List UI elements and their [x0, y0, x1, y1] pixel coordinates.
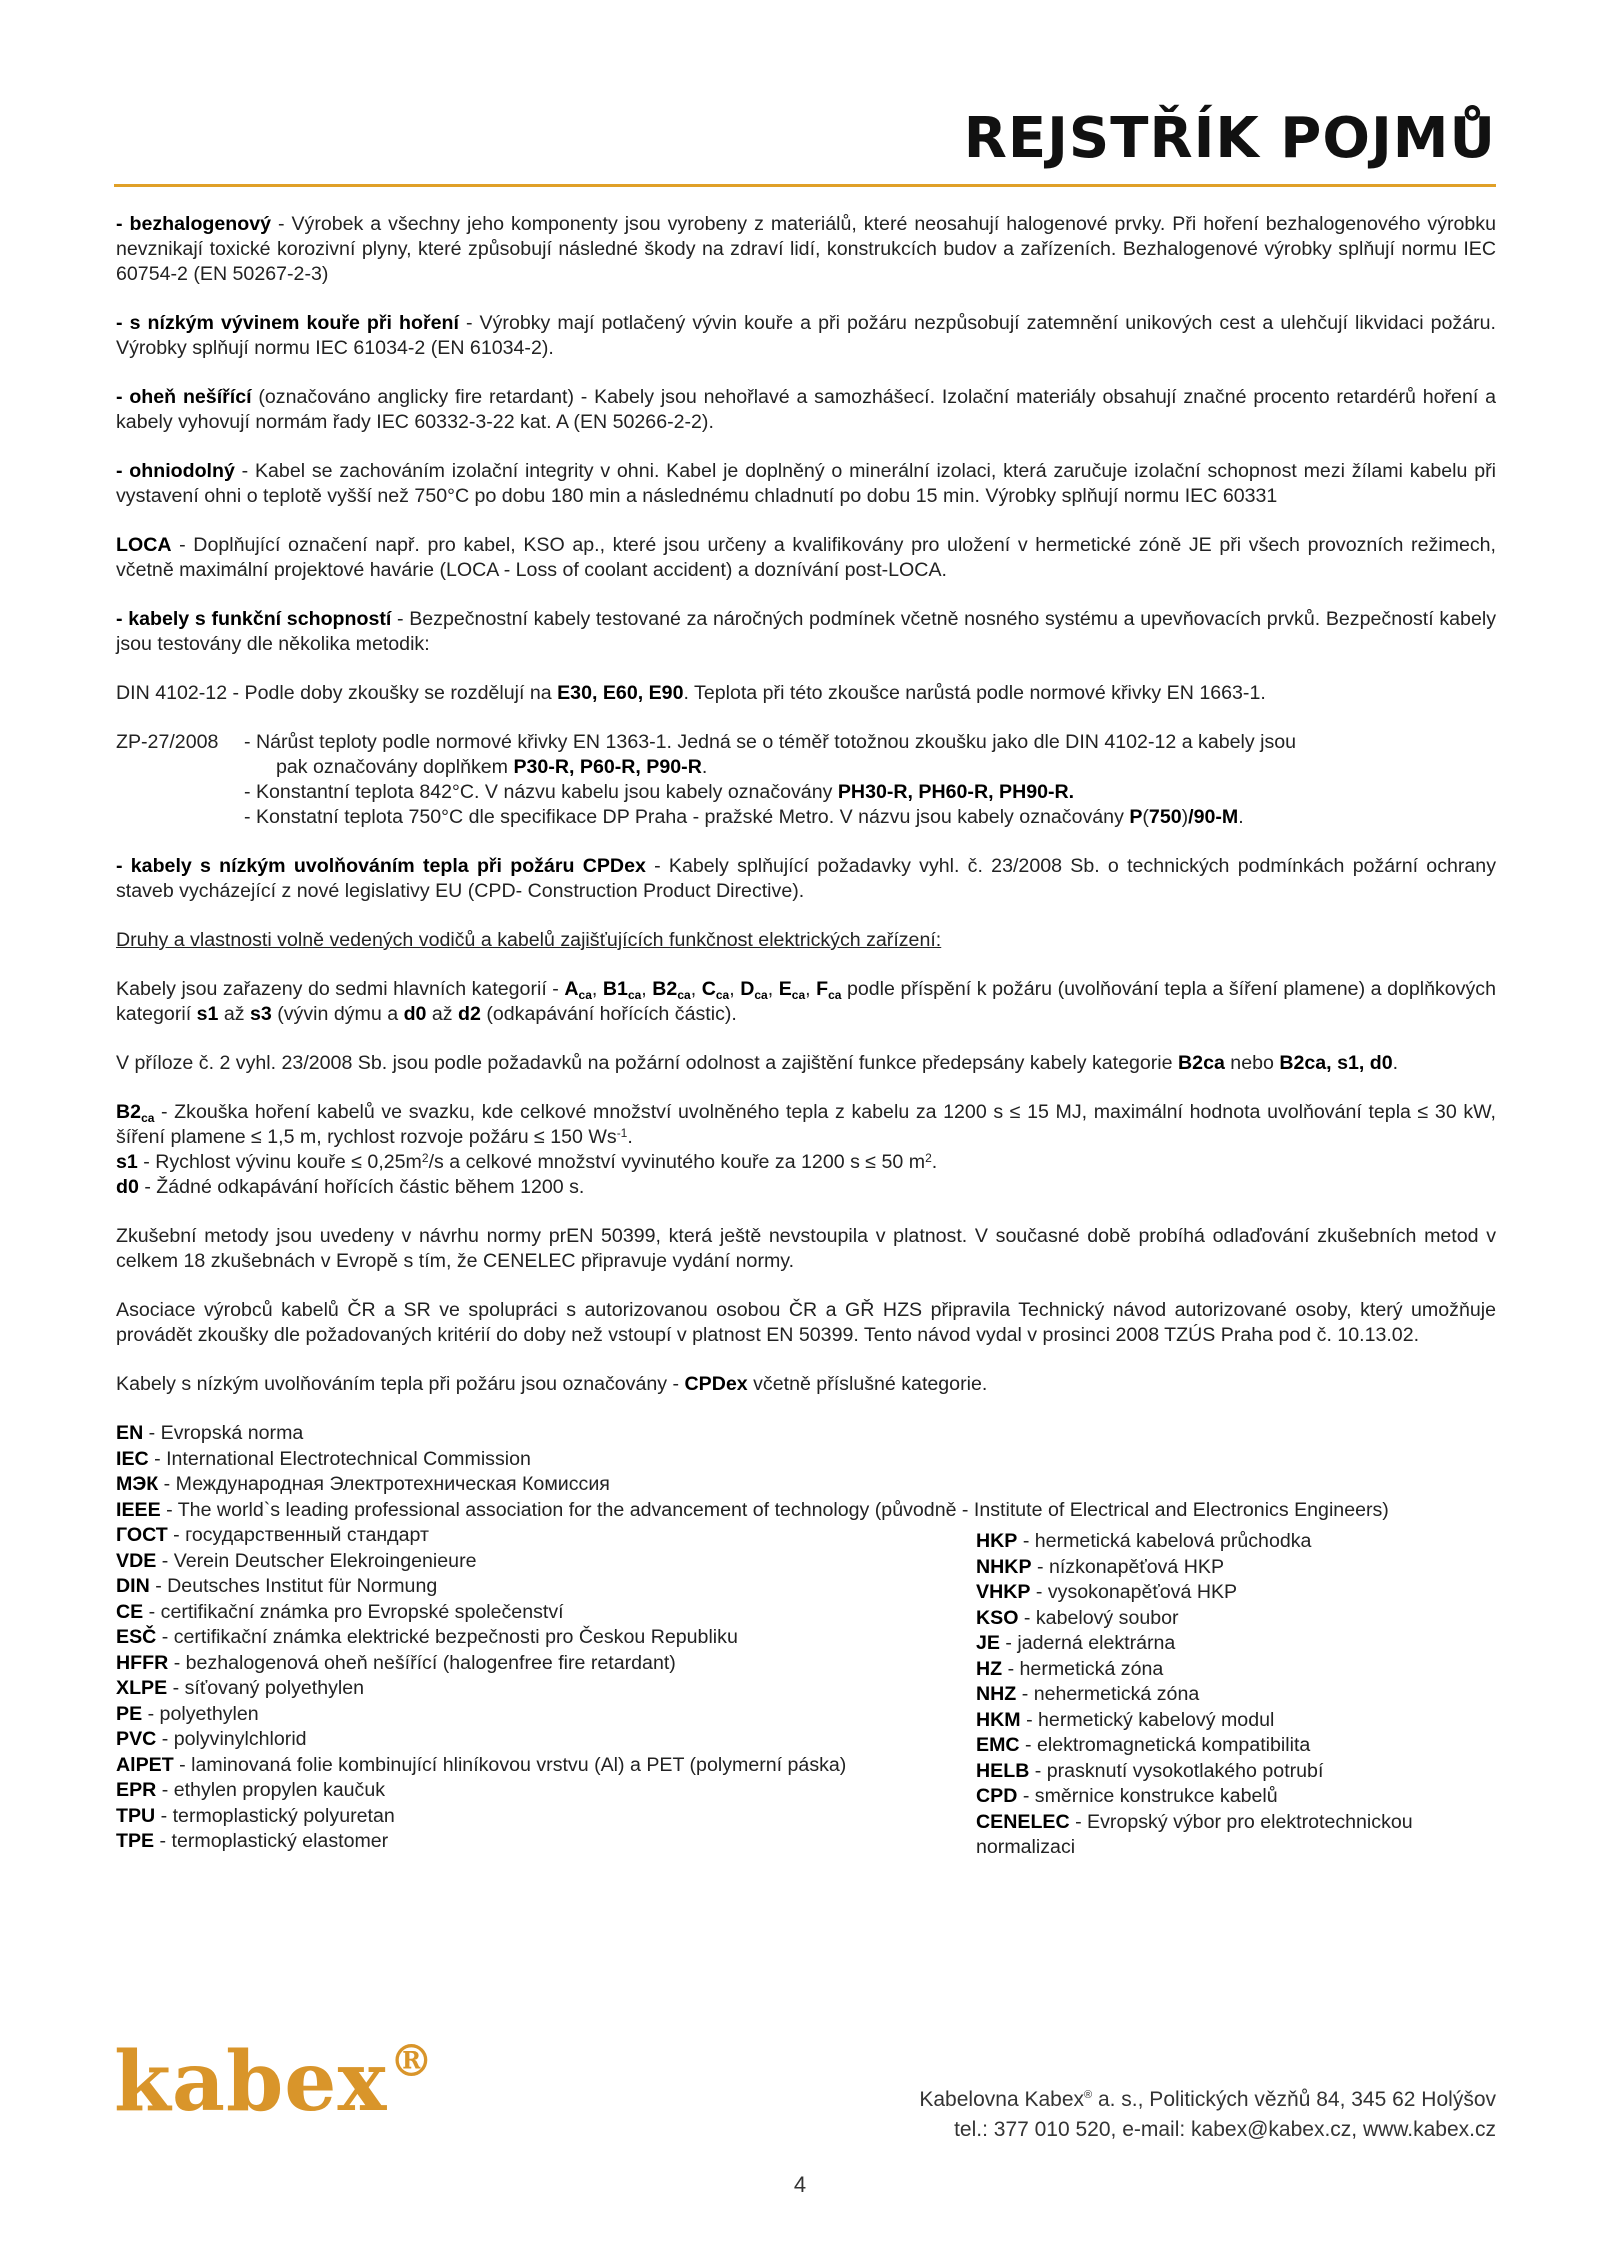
- definition-funkcni-schopnost: [116, 607, 1496, 657]
- glossary-item: CE - certifikační známka pro Evropské společenství: [116, 1600, 564, 1623]
- category-f: $F_{ca}$: [816, 978, 842, 1002]
- zkusebni-paragraph: Zkušební metody jsou uvedeny v návrhu normy prEN 50399, která ještě nevstoupila v platnost. V současné době probíhá odlaďování zkušebních metod v celkem 18 zkušebnách v Evropě s tím, že CENELEC připravuje vydání normy.: [116, 1225, 1496, 1272]
- glossary-right-column: [976, 1529, 1496, 1861]
- glossary-item: EPR - ethylen propylen kaučuk: [116, 1779, 386, 1801]
- glossary-item: AlPET - laminovaná folie kombinující hliníkovou vrstvu (Al) a PET (polymerní páska): [116, 1753, 847, 1776]
- zp-item-3: - Konstatní teplota 750°C dle specifikace DP Praha - pražské Metro. V názvu jsou kabely označovány P(750)/90-M.: [244, 806, 1244, 828]
- term: LOCA: [116, 534, 172, 556]
- glossary-item: KSO - kabelový soubor: [976, 1606, 1179, 1629]
- glossary-item: VHKP - vysokonapěťová HKP: [976, 1581, 1238, 1603]
- definition-bezhalogenovy: [116, 212, 1496, 287]
- glossary-item: ESČ - certifikační známka elektrické bezpečnosti pro Českou Republiku: [116, 1626, 738, 1648]
- definition-text: - Doplňující označení např. pro kabel, KSO ap., které jsou určeny a kvalifikovány pro uložení v hermetické zóně JE při všech provozních režimech, včetně maximální projektové havárie (LOCA - Loss of coolant accident) a doznívání post-LOCA.: [116, 534, 1496, 581]
- definition-text: - Výrobky mají potlačený vývin kouře a při požáru nezpůsobují zatemnění unikových cest a ulehčují likvidaci požáru. Výrobky splňují normu IEC 61034-2 (EN 61034-2).: [116, 312, 1496, 359]
- term: - bezhalogenový: [116, 213, 272, 235]
- glossary-item: CPD - směrnice konstrukce kabelů: [976, 1785, 1278, 1807]
- title-rule: [114, 184, 1496, 187]
- definition-text: - Kabel se zachováním izolační integrity v ohni. Kabel je doplněný o minerální izolaci, která zaručuje izolační schopnost mezi žílami kabelu při vystavení ohni o teplotě vyšší než 750°C po dobu 180 min a následnému chladnutí po dobu 15 min. Výrobky splňují normu IEC 60331: [116, 460, 1496, 507]
- glossary-item: TPU - termoplastický polyuretan: [116, 1804, 395, 1827]
- zp-item-1-cont: pak označovány doplňkem P30-R, P60-R, P90-R.: [276, 756, 708, 778]
- definition-loca: [116, 533, 1496, 583]
- glossary-item: CENELEC - Evropský výbor pro elektrotechnickou normalizaci: [976, 1810, 1413, 1858]
- definition-text: - Bezpečnostní kabely testované za náročných podmínek včetně nosného systému a upevňovacích prvků. Bezpečností kabely jsou testovány dle několika metodik:: [116, 608, 1496, 655]
- glossary-item: TPE - termoplastický elastomer: [116, 1830, 389, 1852]
- kabex-logo: kabex®: [114, 2034, 435, 2130]
- definition-nizky-vyvin-koure: [116, 311, 1496, 361]
- zp-items: [244, 730, 1496, 830]
- category-c: $C_{ca}$: [701, 978, 730, 1002]
- category-b1: $B1_{ca}$: [602, 978, 642, 1002]
- glossary-item: EN - Evropská norma: [116, 1422, 304, 1444]
- glossary-item: HELB - prasknutí vysokotlakého potrubí: [976, 1759, 1324, 1782]
- company-contact: tel.: 377 010 520, e-mail: kabex@kabex.cz, www.kabex.cz: [954, 2118, 1496, 2141]
- glossary-item: IEC - International Electrotechnical Commission: [116, 1447, 531, 1470]
- cpdex-line: Kabely s nízkým uvolňováním tepla při požáru jsou označovány - CPDex včetně příslušné kategorie.: [116, 1373, 988, 1395]
- glossary: [116, 1421, 1496, 1941]
- page-number: 4: [793, 2172, 807, 2197]
- glossary-item: XLPE - síťovaný polyethylen: [116, 1677, 365, 1699]
- term: - s nízkým vývinem kouře při hoření: [116, 312, 459, 334]
- glossary-item: EMC - elektromagnetická kompatibilita: [976, 1734, 1311, 1756]
- glossary-item: HKP - hermetická kabelová průchodka: [976, 1530, 1312, 1552]
- glossary-item: HFFR - bezhalogenová oheň nešířící (halogenfree fire retardant): [116, 1651, 676, 1674]
- page-title: REJSTŘÍK POJMŮ: [963, 106, 1496, 171]
- company-address: Kabelovna Kabex® a. s., Politických vězňů 84, 345 62 Holýšov: [919, 2088, 1496, 2111]
- asociace-paragraph: Asociace výrobců kabelů ČR a SR ve spolupráci s autorizovanou osobou ČR a GŘ HZS připravila Technický návod autorizované osoby, který umožňuje provádět zkoušky dle požadovaných kritérií do doby než vstoupí v platnost EN 50399. Tento návod vydal v prosinci 2008 TZÚS Praha pod č. 10.13.02.: [116, 1299, 1496, 1346]
- priloha-paragraph: V příloze č. 2 vyhl. 23/2008 Sb. jsou podle požadavků na požární odolnost a zajištění funkce předepsány kabely kategorie B2ca nebo B2ca, s1, d0.: [116, 1052, 1399, 1074]
- zp-item-2: - Konstantní teplota 842°C. V názvu kabelu jsou kabely označovány PH30-R, PH60-R, PH90-R.: [244, 781, 1075, 803]
- definition-ohen-nesirici: [116, 385, 1496, 435]
- zp-code: ZP-27/2008: [116, 731, 219, 753]
- glossary-item: JE - jaderná elektrárna: [976, 1632, 1176, 1654]
- term: - kabely s nízkým uvolňováním tepla při požáru CPDex: [116, 855, 646, 877]
- definition-cpdex: - kabely s nízkým uvolňováním tepla při požáru CPDex - Kabely splňující požadavky vyhl. č. 23/2008 Sb. o technických podmínkách požární ochrany staveb vycházející z nové legislativy EU (CPD- Construction Product Directive).: [116, 855, 1497, 902]
- din-paragraph: DIN 4102-12 - Podle doby zkoušky se rozdělují na E30, E60, E90. Teplota při této zkoušce narůstá podle normové křivky EN 1663-1.: [116, 682, 1266, 704]
- definition-text: - Výrobek a všechny jeho komponenty jsou vyrobeny z materiálů, které neosahují halogenové prvky. Při hoření bezhalogenového výrobku nevznikají toxické korozivní plyny, které způsobují následné škody na zdraví lidí, konstrukcích budov a zařízeních. Bezhalogenové výrobky splňují normu IEC 60754-2 (EN 50267-2-3): [116, 213, 1496, 285]
- glossary-item: NHZ - nehermetická zóna: [976, 1683, 1200, 1705]
- term: - oheň nešířící: [116, 386, 252, 408]
- glossary-item: PE - polyethylen: [116, 1702, 259, 1725]
- definition-text: (označováno anglicky fire retardant) - Kabely jsou nehořlavé a samozhášecí. Izolační materiály obsahují značné procento retardérů hoření a kabely vyhovují normám řady IEC 60332-3-22 kat. A (EN 50266-2-2).: [116, 386, 1496, 433]
- zp-item-1: - Nárůst teploty podle normové křivky EN 1363-1. Jedná se o téměř totožnou zkoušku jako dle DIN 4102-12 a kabely jsou: [244, 731, 1297, 753]
- glossary-item: ГОСТ - государственный стандарт: [116, 1524, 429, 1546]
- category-d: $D_{ca}$: [740, 978, 768, 1002]
- glossary-item: HKM - hermetický kabelový modul: [976, 1708, 1275, 1731]
- category-a: $A_{ca}$: [564, 978, 592, 1002]
- category-e: $E_{ca}$: [778, 978, 806, 1002]
- druhy-heading: Druhy a vlastnosti volně vedených vodičů a kabelů zajišťujících funkčnost elektrických zařízení:: [116, 929, 942, 951]
- b2ca-line: $B2_{ca}$ - Zkouška hoření kabelů ve svazku, kde celkové množství uvolněného tepla z kabelu za 1200 s ≤ 15 MJ, maximální hodnota uvolňování tepla ≤ 30 kW, šíření plamene ≤ 1,5 m, rychlost rozvoje požáru ≤ 150 $Ws^{-1}$.: [116, 1101, 1496, 1148]
- definition-ohniodolny: [116, 459, 1496, 509]
- glossary-item: PVC - polyvinylchlorid: [116, 1728, 307, 1750]
- term: - ohniodolný: [116, 460, 235, 482]
- document-body: [116, 212, 1496, 1941]
- glossary-item: HZ - hermetická zóna: [976, 1657, 1164, 1680]
- glossary-item: МЭК - Международная Электротехническая Комиссия: [116, 1473, 610, 1495]
- glossary-item: VDE - Verein Deutscher Elekroingenieure: [116, 1549, 477, 1572]
- term: - kabely s funkční schopností: [116, 608, 392, 630]
- glossary-item: IEEE - The world`s leading professional association for the advancement of technology (původně - Institute of Electrical and Electronics Engineers): [116, 1498, 1389, 1521]
- footer-address: [919, 2085, 1496, 2145]
- categories-paragraph: Kabely jsou zařazeny do sedmi hlavních kategorií - $A_{ca}$, $B1_{ca}$, $B2_{ca}$, $C_{ca}$, $D_{ca}$, $E_{ca}$, $F_{ca}$ podle příspění k požáru (uvolňování tepla a šíření plamene) a doplňkových kategorií s1 až s3 (vývin dýmu a d0 až d2 (odkapávání hořících částic).: [116, 978, 1496, 1025]
- glossary-item: NHKP - nízkonapěťová HKP: [976, 1555, 1225, 1578]
- category-b2: $B2_{ca}$: [652, 978, 691, 1002]
- b2ca-paragraph: [116, 1100, 1496, 1200]
- s1-line: s1 - Rychlost vývinu kouře ≤ $0,25m^2/s$ a celkové množství vyvinutého kouře za 1200 s ≤ 50 $m^2$.: [116, 1151, 938, 1173]
- d0-line: d0 - Žádné odkapávání hořících částic během 1200 s.: [116, 1176, 585, 1198]
- glossary-item: DIN - Deutsches Institut für Normung: [116, 1575, 438, 1597]
- zp-paragraph: [116, 730, 1496, 830]
